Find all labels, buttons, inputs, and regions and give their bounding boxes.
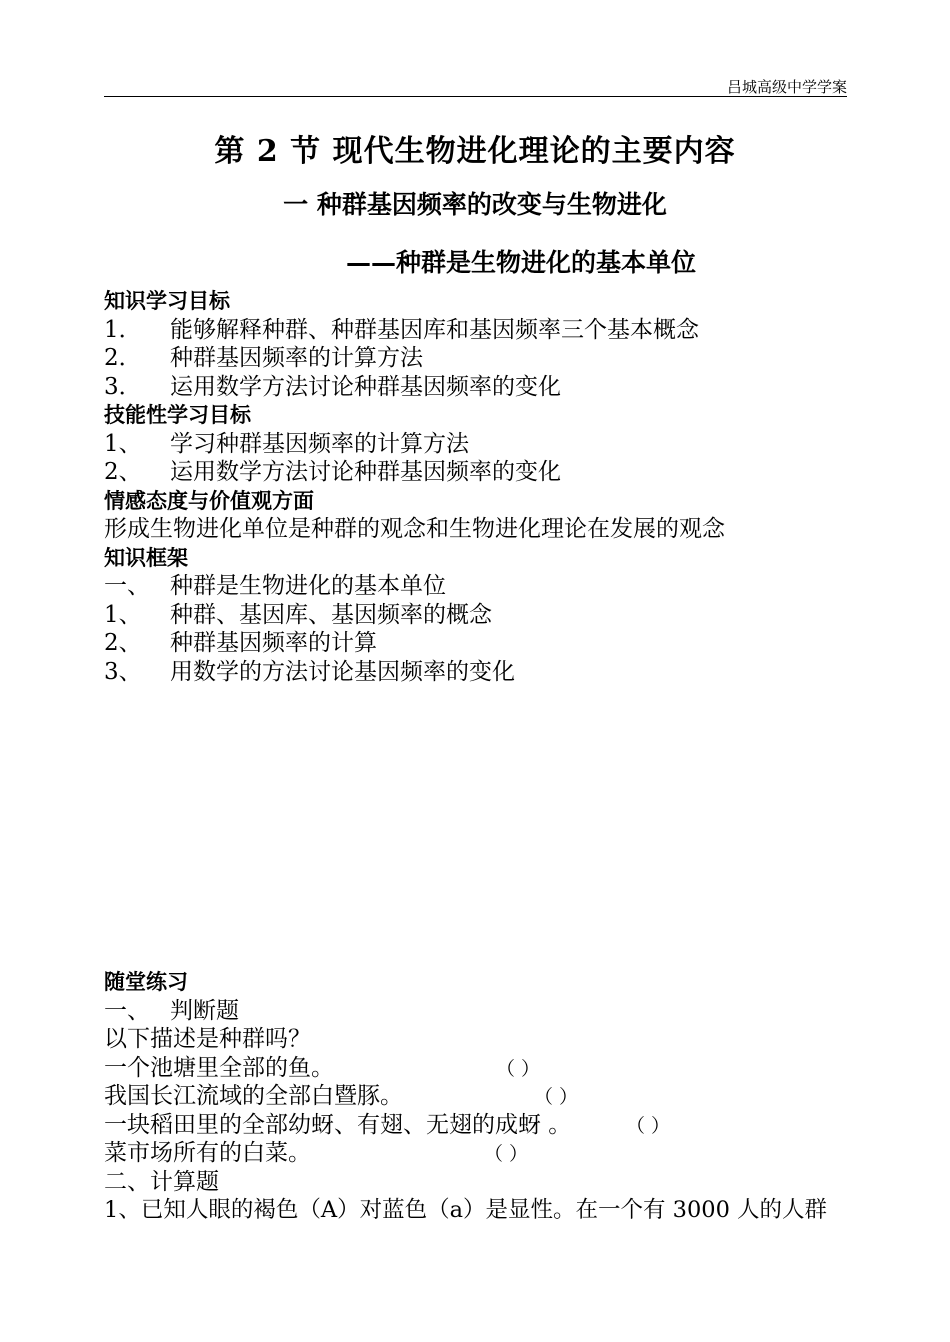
item-text: 种群基因频率的计算 bbox=[170, 630, 377, 656]
list-item bbox=[104, 373, 864, 402]
item-text: 学习种群基因频率的计算方法 bbox=[170, 430, 469, 457]
item-text: 种群、基因库、基因频率的概念 bbox=[170, 601, 492, 628]
skill-goals-heading: 技能性学习目标 bbox=[104, 403, 251, 427]
practice-block bbox=[104, 968, 864, 1225]
list-item bbox=[104, 572, 864, 601]
item-text: 菜市场所有的白菜。 bbox=[104, 1140, 311, 1166]
header-school-name: 吕城高级中学学案 bbox=[726, 78, 847, 96]
item-text: 判断题 bbox=[170, 997, 239, 1024]
section-subtitle: ——种群是生物进化的基本单位 bbox=[346, 248, 697, 277]
item-number: 2、 bbox=[104, 459, 142, 485]
list-item bbox=[104, 430, 864, 459]
list-item bbox=[104, 629, 864, 658]
list-item bbox=[104, 658, 864, 687]
answer-blank: （ ） bbox=[626, 1114, 671, 1137]
answer-blank: （ ） bbox=[534, 1086, 579, 1108]
list-item bbox=[104, 601, 864, 630]
attitude-heading: 情感态度与价值观方面 bbox=[104, 488, 314, 513]
attitude-text: 形成生物进化单位是种群的观念和生物进化理论在发展的观念 bbox=[104, 516, 725, 542]
list-item bbox=[104, 316, 864, 345]
item-number: 1、 bbox=[104, 430, 142, 457]
answer-blank: （ ） bbox=[496, 1057, 541, 1080]
question-item bbox=[104, 1082, 864, 1111]
knowledge-goals-heading: 知识学习目标 bbox=[104, 289, 230, 313]
item-text: 运用数学方法讨论种群基因频率的变化 bbox=[170, 459, 561, 485]
item-text: 一个池塘里全部的鱼。 bbox=[104, 1054, 334, 1081]
item-text: 种群基因频率的计算方法 bbox=[170, 345, 423, 371]
question-item bbox=[104, 1054, 864, 1083]
item-number: 3． bbox=[104, 373, 142, 400]
header-divider bbox=[104, 96, 847, 97]
question-item bbox=[104, 1139, 864, 1168]
section-title: 一 种群基因频率的改变与生物进化 bbox=[283, 190, 667, 219]
list-item bbox=[104, 458, 864, 487]
item-text: 种群是生物进化的基本单位 bbox=[170, 573, 446, 599]
item-text: 一块稻田里的全部幼蚜、有翅、无翅的成蚜 。 bbox=[104, 1111, 572, 1138]
section-heading: 二、计算题 bbox=[104, 1168, 219, 1195]
question-item bbox=[104, 1111, 864, 1140]
item-number: 一、 bbox=[104, 997, 150, 1024]
item-number: 1、 bbox=[104, 601, 142, 628]
section-heading bbox=[104, 997, 864, 1026]
answer-blank: （ ） bbox=[484, 1143, 529, 1165]
objectives-block bbox=[104, 287, 864, 686]
item-number: 2、 bbox=[104, 630, 142, 656]
calc-question: 1、已知人眼的褐色（A）对蓝色（a）是显性。在一个有 3000 人的人群 bbox=[104, 1197, 828, 1223]
question-text: 以下描述是种群吗？ bbox=[104, 1026, 311, 1052]
page-title: 第 2 节 现代生物进化理论的主要内容 bbox=[214, 134, 736, 169]
practice-heading: 随堂练习 bbox=[104, 970, 188, 994]
list-item bbox=[104, 344, 864, 373]
item-text: 我国长江流域的全部白暨豚。 bbox=[104, 1083, 403, 1109]
item-number: 3、 bbox=[104, 658, 142, 685]
item-text: 运用数学方法讨论种群基因频率的变化 bbox=[170, 373, 561, 400]
item-text: 能够解释种群、种群基因库和基因频率三个基本概念 bbox=[170, 316, 699, 343]
item-text: 用数学的方法讨论基因频率的变化 bbox=[170, 658, 515, 685]
framework-heading: 知识框架 bbox=[104, 545, 188, 570]
item-number: 2． bbox=[104, 345, 142, 371]
item-number: 一、 bbox=[104, 573, 150, 599]
item-number: 1． bbox=[104, 316, 142, 343]
